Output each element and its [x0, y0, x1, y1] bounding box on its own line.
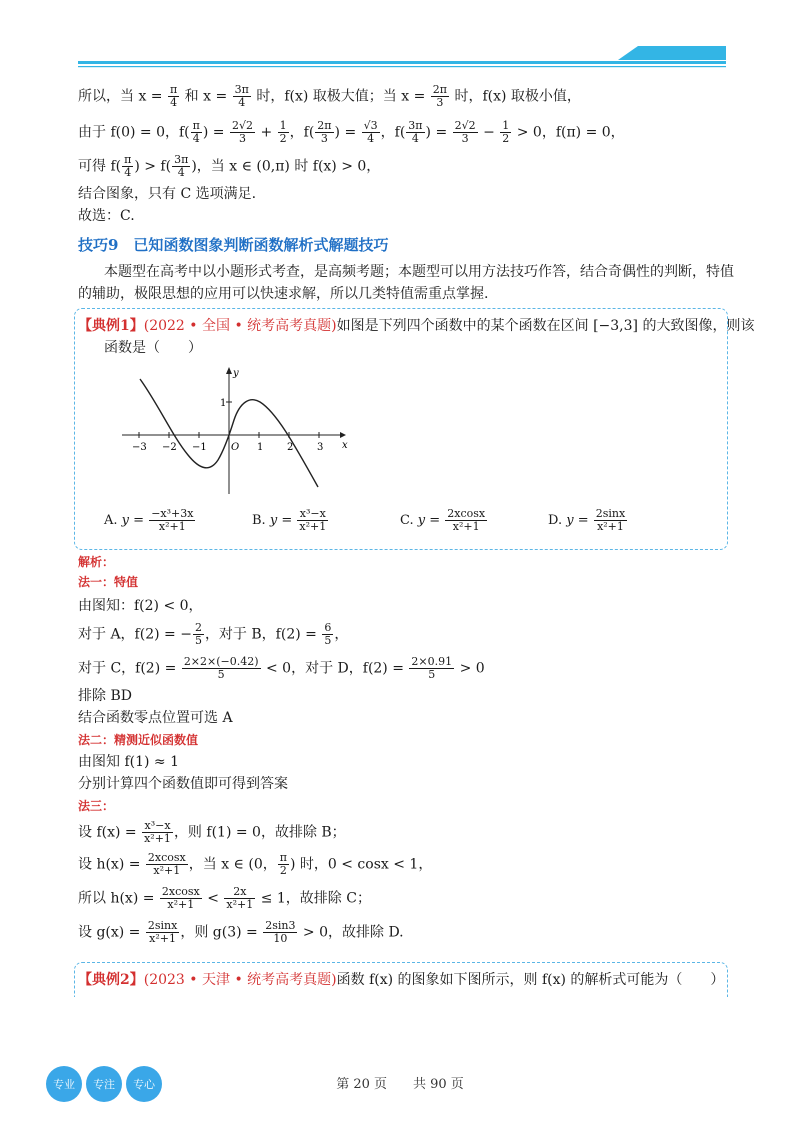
intro-line-5: 故选：C. — [78, 208, 135, 224]
solution-line-3: 对于 C，f(2) = $\frac{2\times 2\times(-0.42)}{5}$ < 0，对于 D，f(2) = $\frac{2\times 0.91}{5}$ > 0 — [78, 655, 485, 681]
example1-tag: 【典例1】 — [78, 318, 144, 334]
solution-line-7: 分别计算四个函数值即可得到答案 — [78, 776, 288, 792]
solution-label: 解析： — [78, 555, 115, 569]
x-tick-neg3: −3 — [132, 442, 147, 453]
option-d[interactable]: D. y = $\frac{2\sin x}{\text{x²+1}}$ — [548, 507, 626, 533]
method-1-label: 法一：特值 — [78, 575, 139, 589]
example2-question: 【典例2】(2023 • 天津 • 统考高考真题)函数 f(x) 的图象如下图所示，则 f(x) 的解析式可能为（ ） — [78, 972, 725, 988]
solution-line-8: 设 f(x) = $\frac{\text{x³−x}}{\text{x²+1}}$ ，则 f(1) = 0，故排除 B； — [78, 819, 346, 845]
y-tick-1: 1 — [220, 398, 227, 409]
y-axis-label: y — [233, 368, 239, 379]
page-number: 第 20 页 共 90 页 — [336, 1077, 464, 1092]
x-tick-3: 3 — [317, 442, 324, 453]
option-c[interactable]: C. y = $\frac{2xcosx}{\text{x²+1}}$ — [400, 507, 486, 533]
intro-line-4: 结合图象，只有 C 选项满足. — [78, 186, 257, 202]
example1-question-line-2: 函数是（ ） — [104, 340, 202, 356]
x-axis-label: x — [342, 440, 348, 451]
intro-line-2: 由于 f(0) = 0，f( $\frac{\pi}{4}$ ) = $\frac{2√2}{3}$ + $\frac{1}{2}$ ，f( $\frac{2\pi}{3}$ ) = $\frac{√3}{4}$ ，f( $\frac{3\pi}{4}$ ) = $\frac{2√2}{3}$ − $\frac{1}{2}$ > 0，f(π) = 0， — [78, 119, 625, 145]
option-b[interactable]: B. y = $\frac{\text{x³−x}}{\text{x²+1}}$ — [252, 507, 327, 533]
footer-badge-2: 专注 — [86, 1066, 122, 1102]
section-desc-2: 的辅助，极限思想的应用可以快速求解，所以几类特值需重点掌握. — [78, 286, 489, 302]
method-2-label: 法二：精测近似函数值 — [78, 733, 199, 747]
solution-line-4: 排除 BD — [78, 688, 132, 704]
x-tick-neg1: −1 — [192, 442, 207, 453]
solution-line-2: 对于 A，f(2) = − $\frac{2}{5}$ ，对于 B，f(2) = $\frac{6}{5}$ ， — [78, 621, 349, 647]
option-a[interactable]: A. y = $\frac{\text{−x³+3x}}{\text{x²+1}}$ — [104, 507, 194, 533]
solution-line-1: 由图知：f(2) < 0， — [78, 598, 203, 614]
y-axis-arrow — [226, 367, 232, 374]
section-desc-1: 本题型在高考中以小题形式考查，是高频考题；本题型可以用方法技巧作答，结合奇偶性的判断，特值 — [104, 264, 734, 280]
intro-line-1: 所以，当 x = $\frac{\pi}{4}$ 和 x = $\frac{3\pi}{4}$ 时，f(x) 取极大值；当 x = $\frac{2\pi}{3}$ 时，f(x) 取极小值， — [78, 83, 581, 109]
example2-tag: 【典例2】 — [78, 972, 144, 988]
solution-line-10: 所以 h(x) = $\frac{2xcosx}{\text{x²+1}}$ < $\frac{2x}{\text{x²+1}}$ ≤ 1，故排除 C； — [78, 885, 371, 911]
header-decoration — [78, 44, 726, 74]
solution-line-5: 结合函数零点位置可选 A — [78, 710, 233, 726]
footer-badge-3: 专心 — [126, 1066, 162, 1102]
x-tick-1: 1 — [257, 442, 264, 453]
solution-line-6: 由图知 f(1) ≈ 1 — [78, 754, 180, 770]
solution-line-11: 设 g(x) = $\frac{2\sin x}{\text{x²+1}}$ ，则 g(3) = $\frac{2\sin 3}{10}$ > 0，故排除 D. — [78, 919, 404, 945]
x-tick-2: 2 — [287, 442, 294, 453]
solution-line-9: 设 h(x) = $\frac{2xcosx}{\text{x²+1}}$ ，当 x ∈ (0， $\frac{\pi}{2}$ ) 时，0 < cosx < 1， — [78, 851, 433, 877]
intro-line-3: 可得 f( $\frac{\pi}{4}$ ) > f( $\frac{3\pi}{4}$ )，当 x ∈ (0,π) 时 f(x) > 0， — [78, 153, 381, 179]
section-title: 技巧9 已知函数图象判断函数解析式解题技巧 — [78, 236, 389, 254]
example2-source: (2023 • 天津 • 统考高考真题) — [143, 972, 337, 988]
example1-graph — [118, 362, 358, 502]
footer-badge-1: 专业 — [46, 1066, 82, 1102]
x-tick-neg2: −2 — [162, 442, 177, 453]
method-3-label: 法三： — [78, 799, 115, 813]
example1-source: (2022 • 全国 • 统考高考真题) — [143, 318, 337, 334]
x-axis-arrow — [340, 432, 346, 438]
origin-label: O — [231, 442, 240, 453]
example1-question-line-1: 【典例1】(2022 • 全国 • 统考高考真题)如图是下列四个函数中的某个函数在区间 [−3,3] 的大致图像，则该 — [78, 318, 755, 334]
